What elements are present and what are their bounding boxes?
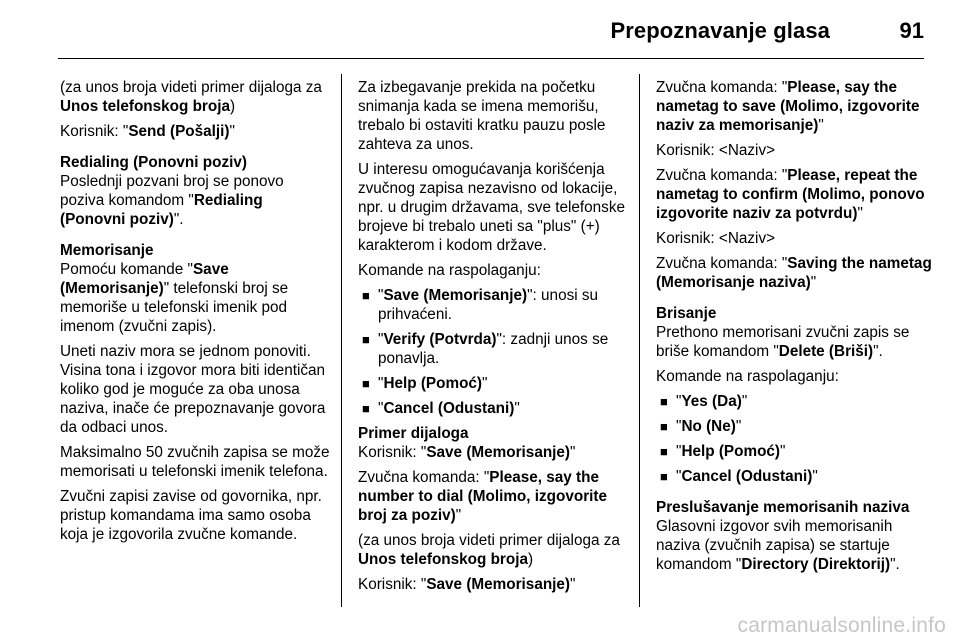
paragraph: U interesu omogućavanja korišćenja zvučnog zapisa nezavisno od lokacije, npr. u drugim državama, sve telefonske brojeve bi trebalo uneti sa "plus" (+) karakterom i kodom države. (358, 161, 625, 254)
bullet-icon: ■ (660, 444, 668, 459)
bullet-icon: ■ (362, 376, 370, 391)
paragraph: (za unos broja videti primer dijaloga za Unos telefonskog broja) (60, 79, 322, 115)
paragraph: Zvučna komanda: "Please, repeat the nametag to confirm (Molimo, ponovo izgovorite naziv za potvrdu)" (656, 167, 925, 222)
paragraph: Prethono memorisani zvučni zapis se briše komandom "Delete (Briši)". (656, 324, 910, 360)
paragraph: (za unos broja videti primer dijaloga za Unos telefonskog broja) (358, 532, 620, 568)
paragraph: Uneti naziv mora se jednom ponoviti. Visina tona i izgovor mora biti identičan koliko god je moguće za oba unosa naziva, inače će prepoznavanje govora da odbaci unos. (60, 343, 326, 436)
list-item: ■ "No (Ne)" (660, 418, 742, 435)
section-heading: Preslušavanje memorisanih naziva (656, 499, 910, 516)
bullet-icon: ■ (660, 469, 668, 484)
paragraph: Korisnik: <Naziv> (656, 230, 776, 247)
paragraph: Zvučna komanda: "Please, say the nametag to save (Molimo, izgovorite naziv za memorisanje)" (656, 79, 920, 134)
paragraph: Zvučna komanda: "Please, say the number to dial (Molimo, izgovorite broj za poziv)" (358, 469, 608, 524)
section-heading: Brisanje (656, 305, 717, 322)
list-item: ■ "Yes (Da)" (660, 393, 748, 410)
column-3 (656, 78, 932, 580)
paragraph: Komande na raspolaganju: (358, 262, 541, 279)
page-title: Prepoznavanje glasa (610, 18, 830, 43)
section-heading: Primer dijaloga (358, 425, 469, 442)
bullet-icon: ■ (362, 332, 370, 347)
list-item: ■ "Verify (Potvrda)": zadnji unos se ponavlja. (362, 331, 609, 367)
paragraph: Za izbegavanje prekida na početku snimanja kada se imena memorišu, trebalo bi ostaviti kratku pauzu posle zahteva za unos. (358, 79, 606, 153)
paragraph: Pomoću komande "Save (Memorisanje)" telefonski broj se memoriše u telefonski imenik pod imenom (zvučni zapis). (60, 261, 289, 335)
paragraph: Korisnik: "Save (Memorisanje)" (358, 576, 576, 593)
paragraph: Poslednji pozvani broj se ponovo poziva komandom "Redialing (Ponovni poziv)". (60, 173, 284, 228)
column-2 (358, 78, 628, 600)
paragraph: Korisnik: "Save (Memorisanje)" (358, 444, 576, 461)
bullet-icon: ■ (660, 394, 668, 409)
paragraph: Zvučna komanda: "Saving the nametag (Memorisanje naziva)" (656, 255, 932, 291)
column-divider (341, 74, 342, 607)
list-item: ■ "Cancel (Odustani)" (660, 468, 818, 485)
section-heading: Redialing (Ponovni poziv) (60, 154, 247, 171)
paragraph: Komande na raspolaganju: (656, 368, 839, 385)
list-item: ■ "Help (Pomoć)" (362, 375, 488, 392)
command-list (358, 286, 628, 418)
paragraph: Maksimalno 50 zvučnih zapisa se može memorisati u telefonski imenik telefona. (60, 444, 330, 480)
page-header (58, 0, 924, 59)
paragraph: Korisnik: "Send (Pošalji)" (60, 123, 235, 140)
page-number: 91 (899, 18, 924, 43)
column-1 (60, 78, 330, 550)
paragraph: Zvučni zapisi zavise od govornika, npr. pristup komandama ima samo osoba koja je izgovorila zvučne komande. (60, 488, 322, 543)
bullet-icon: ■ (660, 419, 668, 434)
section-heading: Memorisanje (60, 242, 154, 259)
paragraph: Korisnik: <Naziv> (656, 142, 776, 159)
bullet-icon: ■ (362, 288, 370, 303)
watermark-text: carmanualsonline.info (737, 614, 946, 637)
paragraph: Glasovni izgovor svih memorisanih naziva (zvučnih zapisa) se startuje komandom "Directory (Direktorij)". (656, 518, 900, 573)
bullet-icon: ■ (362, 401, 370, 416)
list-item: ■ "Help (Pomoć)" (660, 443, 786, 460)
list-item: ■ "Save (Memorisanje)": unosi su prihvaćeni. (362, 287, 599, 323)
list-item: ■ "Cancel (Odustani)" (362, 400, 520, 417)
column-divider (639, 74, 640, 607)
command-list (656, 392, 932, 486)
